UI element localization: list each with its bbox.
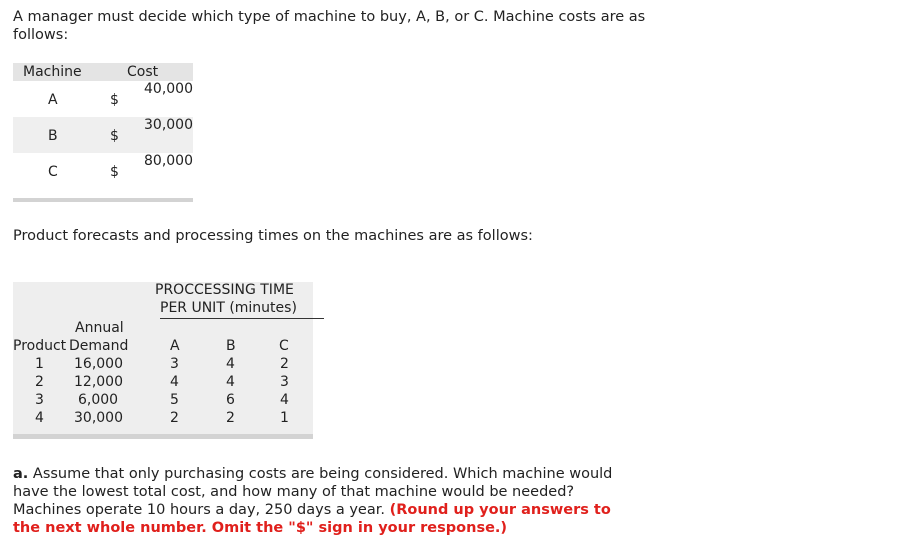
row-time-b: 4	[226, 374, 235, 390]
row-product: 2	[35, 374, 44, 390]
row-time-c: 3	[280, 374, 289, 390]
intro-text: A manager must decide which type of machine to buy, A, B, or C. Machine costs are as follows:	[13, 9, 646, 43]
row-time-a: 4	[170, 374, 179, 390]
cost-value: 30,000	[144, 117, 193, 133]
row-product: 3	[35, 392, 44, 408]
header-machine: Machine	[23, 64, 82, 80]
processing-title-line1: PROCCESSING TIME	[155, 282, 294, 298]
header-machine-c: C	[279, 338, 289, 354]
cost-row-b	[13, 117, 193, 153]
processing-title-line2: PER UNIT (minutes)	[160, 300, 297, 316]
row-time-b: 4	[226, 356, 235, 372]
cost-table-bottom-border	[13, 198, 193, 202]
cost-value: 40,000	[144, 81, 193, 97]
row-time-a: 5	[170, 392, 179, 408]
forecast-intro-text: Product forecasts and processing times on the machines are as follows:	[13, 228, 533, 244]
row-demand: 6,000	[78, 392, 119, 408]
row-product: 4	[35, 410, 44, 426]
processing-time-table	[13, 282, 313, 434]
question-instruction: (Round up your answers to the next whole number. Omit the "$" sign in your response.)	[13, 502, 611, 536]
machine-label: C	[48, 164, 58, 180]
header-machine-b: B	[226, 338, 236, 354]
row-time-a: 2	[170, 410, 179, 426]
header-machine-a: A	[170, 338, 180, 354]
dollar-sign: $	[110, 128, 119, 144]
row-time-c: 4	[280, 392, 289, 408]
cost-value: 80,000	[144, 153, 193, 169]
machine-cost-table	[13, 63, 193, 189]
machine-label: A	[48, 92, 58, 108]
dollar-sign: $	[110, 92, 119, 108]
header-annual: Annual	[75, 320, 124, 336]
header-demand: Demand	[69, 338, 129, 354]
question-a	[13, 465, 633, 537]
row-time-c: 2	[280, 356, 289, 372]
header-product: Product	[13, 338, 67, 354]
machine-label: B	[48, 128, 58, 144]
row-time-b: 2	[226, 410, 235, 426]
dollar-sign: $	[110, 164, 119, 180]
row-time-c: 1	[280, 410, 289, 426]
row-product: 1	[35, 356, 44, 372]
cost-row-a	[13, 81, 193, 117]
header-cost: Cost	[127, 64, 159, 80]
row-demand: 16,000	[74, 356, 123, 372]
row-demand: 30,000	[74, 410, 123, 426]
row-time-b: 6	[226, 392, 235, 408]
row-time-a: 3	[170, 356, 179, 372]
question-label: a.	[13, 466, 29, 482]
processing-title-underline	[160, 318, 324, 319]
cost-row-c	[13, 153, 193, 189]
question-text: Assume that only purchasing costs are being considered. Which machine would have the lowest total cost, and how many of that machine would be needed? Machines operate 10 hours a day, 250 days a year.	[13, 466, 613, 518]
processing-table-bottom-border	[13, 434, 313, 439]
cost-table-header	[13, 63, 193, 81]
row-demand: 12,000	[74, 374, 123, 390]
